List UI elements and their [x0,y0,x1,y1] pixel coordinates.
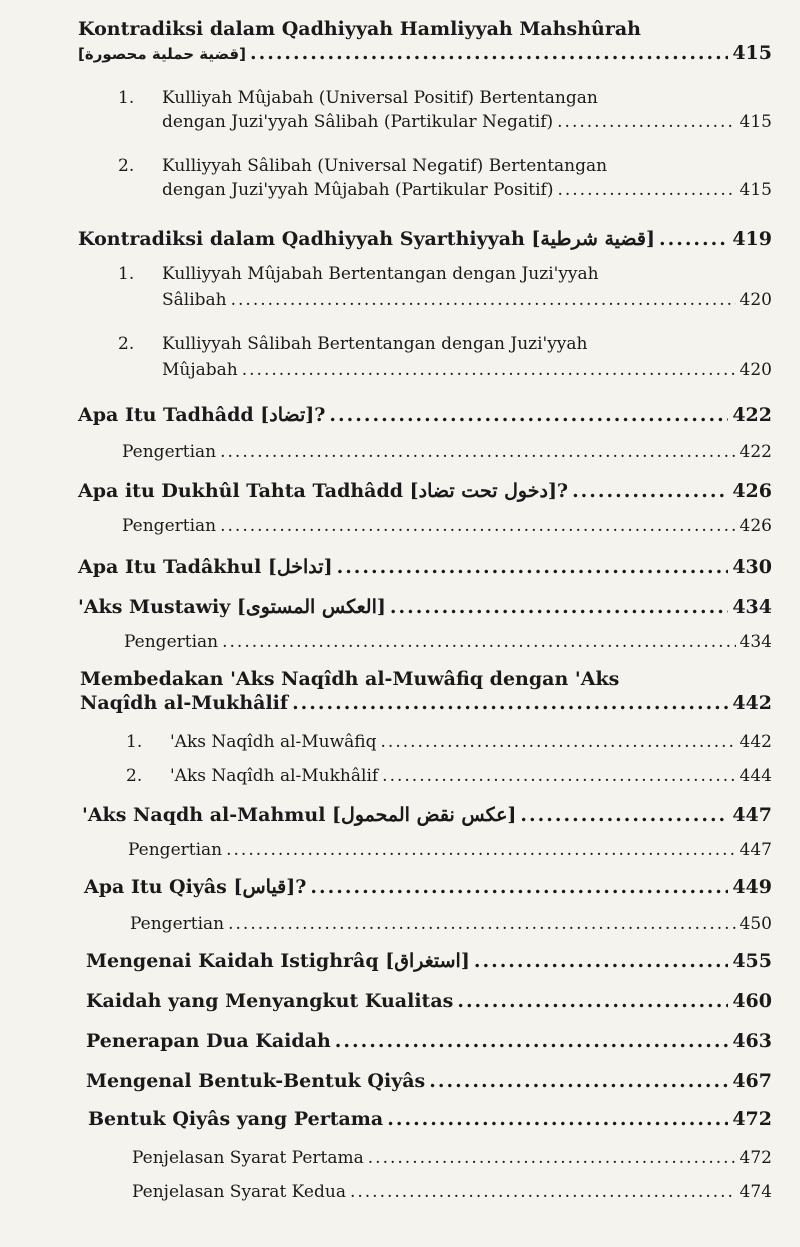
leader-dots [226,840,735,860]
page-number: 422 [739,442,772,462]
leader-dots [429,1070,728,1092]
toc-entry [84,876,772,898]
item-number: 1. [118,264,135,284]
toc-entry [78,404,772,426]
toc-entry [124,632,772,652]
toc-entry [78,596,772,618]
toc-subentry: dengan Juzi'yyah Sâlibah (Partikular Negatif) [162,112,554,132]
toc-entry [82,804,772,826]
leader-dots [390,596,728,618]
toc-subentry: 'Aks Naqîdh al-Muwâfiq [170,732,377,752]
leader-dots [292,692,728,714]
leader-dots [572,480,728,502]
page-number: 447 [739,840,772,860]
item-number: 2. [118,156,135,176]
leader-dots [250,42,728,64]
item-number: 1. [118,88,135,108]
toc-entry [126,766,772,786]
toc-subentry-line1: Kulliyyah Mûjabah Bertentangan dengan Juzi'yyah [162,264,599,284]
toc-entry [118,156,772,200]
page-number: 442 [739,732,772,752]
toc-subentry-line1: Kulliyah Mûjabah (Universal Positif) Bertentangan [162,88,598,108]
toc-entry [122,442,772,462]
toc-heading: Penerapan Dua Kaidah [86,1030,331,1052]
toc-entry [122,516,772,536]
leader-dots [222,632,735,652]
toc-entry [132,1148,772,1168]
page-number: 422 [732,404,772,426]
toc-heading: Naqîdh al-Mukhâlif [80,692,289,714]
toc-subentry: dengan Juzi'yyah Mûjabah (Partikular Positif) [162,180,554,200]
page-number: 420 [739,290,772,310]
toc-heading: Apa itu Dukhûl Tahta Tadhâdd [دخول تحت تضاد]? [78,480,569,502]
toc-heading: Kaidah yang Menyangkut Kualitas [86,990,454,1012]
leader-dots [474,950,728,972]
leader-dots [381,732,736,752]
toc-subentry: Mûjabah [162,360,238,380]
leader-dots [350,1182,736,1202]
toc-entry [132,1182,772,1202]
toc-entry [86,1030,772,1052]
toc-entry [118,334,772,380]
toc-heading: Apa Itu Tadhâdd [تضاد]? [78,404,326,426]
toc-entry [86,950,772,972]
page-number: 472 [732,1108,772,1130]
page-number: 467 [732,1070,772,1092]
toc-entry [78,480,772,502]
page-number: 447 [732,804,772,826]
page-number: 415 [739,180,772,200]
page-number: 472 [739,1148,772,1168]
leader-dots [520,804,728,826]
toc-subentry: 'Aks Naqîdh al-Mukhâlif [170,766,379,786]
page-number: 426 [739,516,772,536]
toc-heading-line1: Membedakan 'Aks Naqîdh al-Muwâfiq dengan 'Aks [80,668,620,690]
toc-subentry: Penjelasan Syarat Pertama [132,1148,364,1168]
page-number: 415 [739,112,772,132]
page-number: 415 [732,42,772,64]
toc-subentry: Penjelasan Syarat Kedua [132,1182,346,1202]
toc-entry [78,556,772,578]
toc-entry [86,1070,772,1092]
toc-heading: Mengenai Kaidah Istighrâq [استغراق] [86,950,470,972]
leader-dots [335,1030,729,1052]
leader-dots [337,556,729,578]
toc-subentry-line1: Kulliyyah Sâlibah Bertentangan dengan Juzi'yyah [162,334,588,354]
toc-heading: 'Aks Naqdh al-Mahmul [عكس نقض المحمول] [82,804,517,826]
leader-dots [329,404,728,426]
toc-subentry: Sâlibah [162,290,227,310]
toc-entry [118,264,772,310]
toc-entry [126,732,772,752]
page-number: 434 [732,596,772,618]
page-number: 455 [732,950,772,972]
toc-subentry-line1: Kulliyyah Sâlibah (Universal Negatif) Bertentangan [162,156,608,176]
toc-entry [80,668,772,714]
toc-entry [118,88,772,132]
toc-subentry: Pengertian [124,632,219,652]
item-number: 1. [126,732,143,752]
page-number: 434 [739,632,772,652]
toc-heading-line1: Kontradiksi dalam Qadhiyyah Hamliyyah Mahshûrah [78,18,641,40]
toc-subentry: Pengertian [130,914,225,934]
toc-heading: Apa Itu Qiyâs [قياس]? [84,876,307,898]
leader-dots [557,112,735,132]
toc-heading: 'Aks Mustawiy [العكس المستوى] [78,596,386,618]
leader-dots [368,1148,736,1168]
leader-dots [228,914,735,934]
leader-dots [310,876,728,898]
leader-dots [382,766,735,786]
toc-heading: Kontradiksi dalam Qadhiyyah Syarthiyyah [قضية شرطية] [78,228,655,250]
leader-dots [387,1108,728,1130]
leader-dots [659,228,728,250]
toc-subentry: Pengertian [122,516,217,536]
leader-dots [231,290,736,310]
toc-entry [78,18,772,64]
toc-subentry: Pengertian [128,840,223,860]
page-number: 449 [732,876,772,898]
page-number: 444 [739,766,772,786]
leader-dots [220,442,735,462]
leader-dots [457,990,728,1012]
toc-entry [78,228,772,250]
toc-heading: Mengenal Bentuk-Bentuk Qiyâs [86,1070,426,1092]
item-number: 2. [126,766,143,786]
leader-dots [220,516,735,536]
page-number: 463 [732,1030,772,1052]
page-number: 450 [739,914,772,934]
page-number: 419 [732,228,772,250]
leader-dots [557,180,735,200]
toc-entry [86,990,772,1012]
page-number: 426 [732,480,772,502]
page-number: 474 [739,1182,772,1202]
toc-entry [128,840,772,860]
leader-dots [242,360,736,380]
page-number: 430 [732,556,772,578]
item-number: 2. [118,334,135,354]
toc-entry [88,1108,772,1130]
page-number: 420 [739,360,772,380]
page-number: 442 [732,692,772,714]
toc-heading: Bentuk Qiyâs yang Pertama [88,1108,384,1130]
toc-entry [130,914,772,934]
toc-arabic-term: [قضية حملية محصورة] [78,45,246,63]
toc-heading: Apa Itu Tadâkhul [تداخل] [78,556,333,578]
page-number: 460 [732,990,772,1012]
toc-subentry: Pengertian [122,442,217,462]
